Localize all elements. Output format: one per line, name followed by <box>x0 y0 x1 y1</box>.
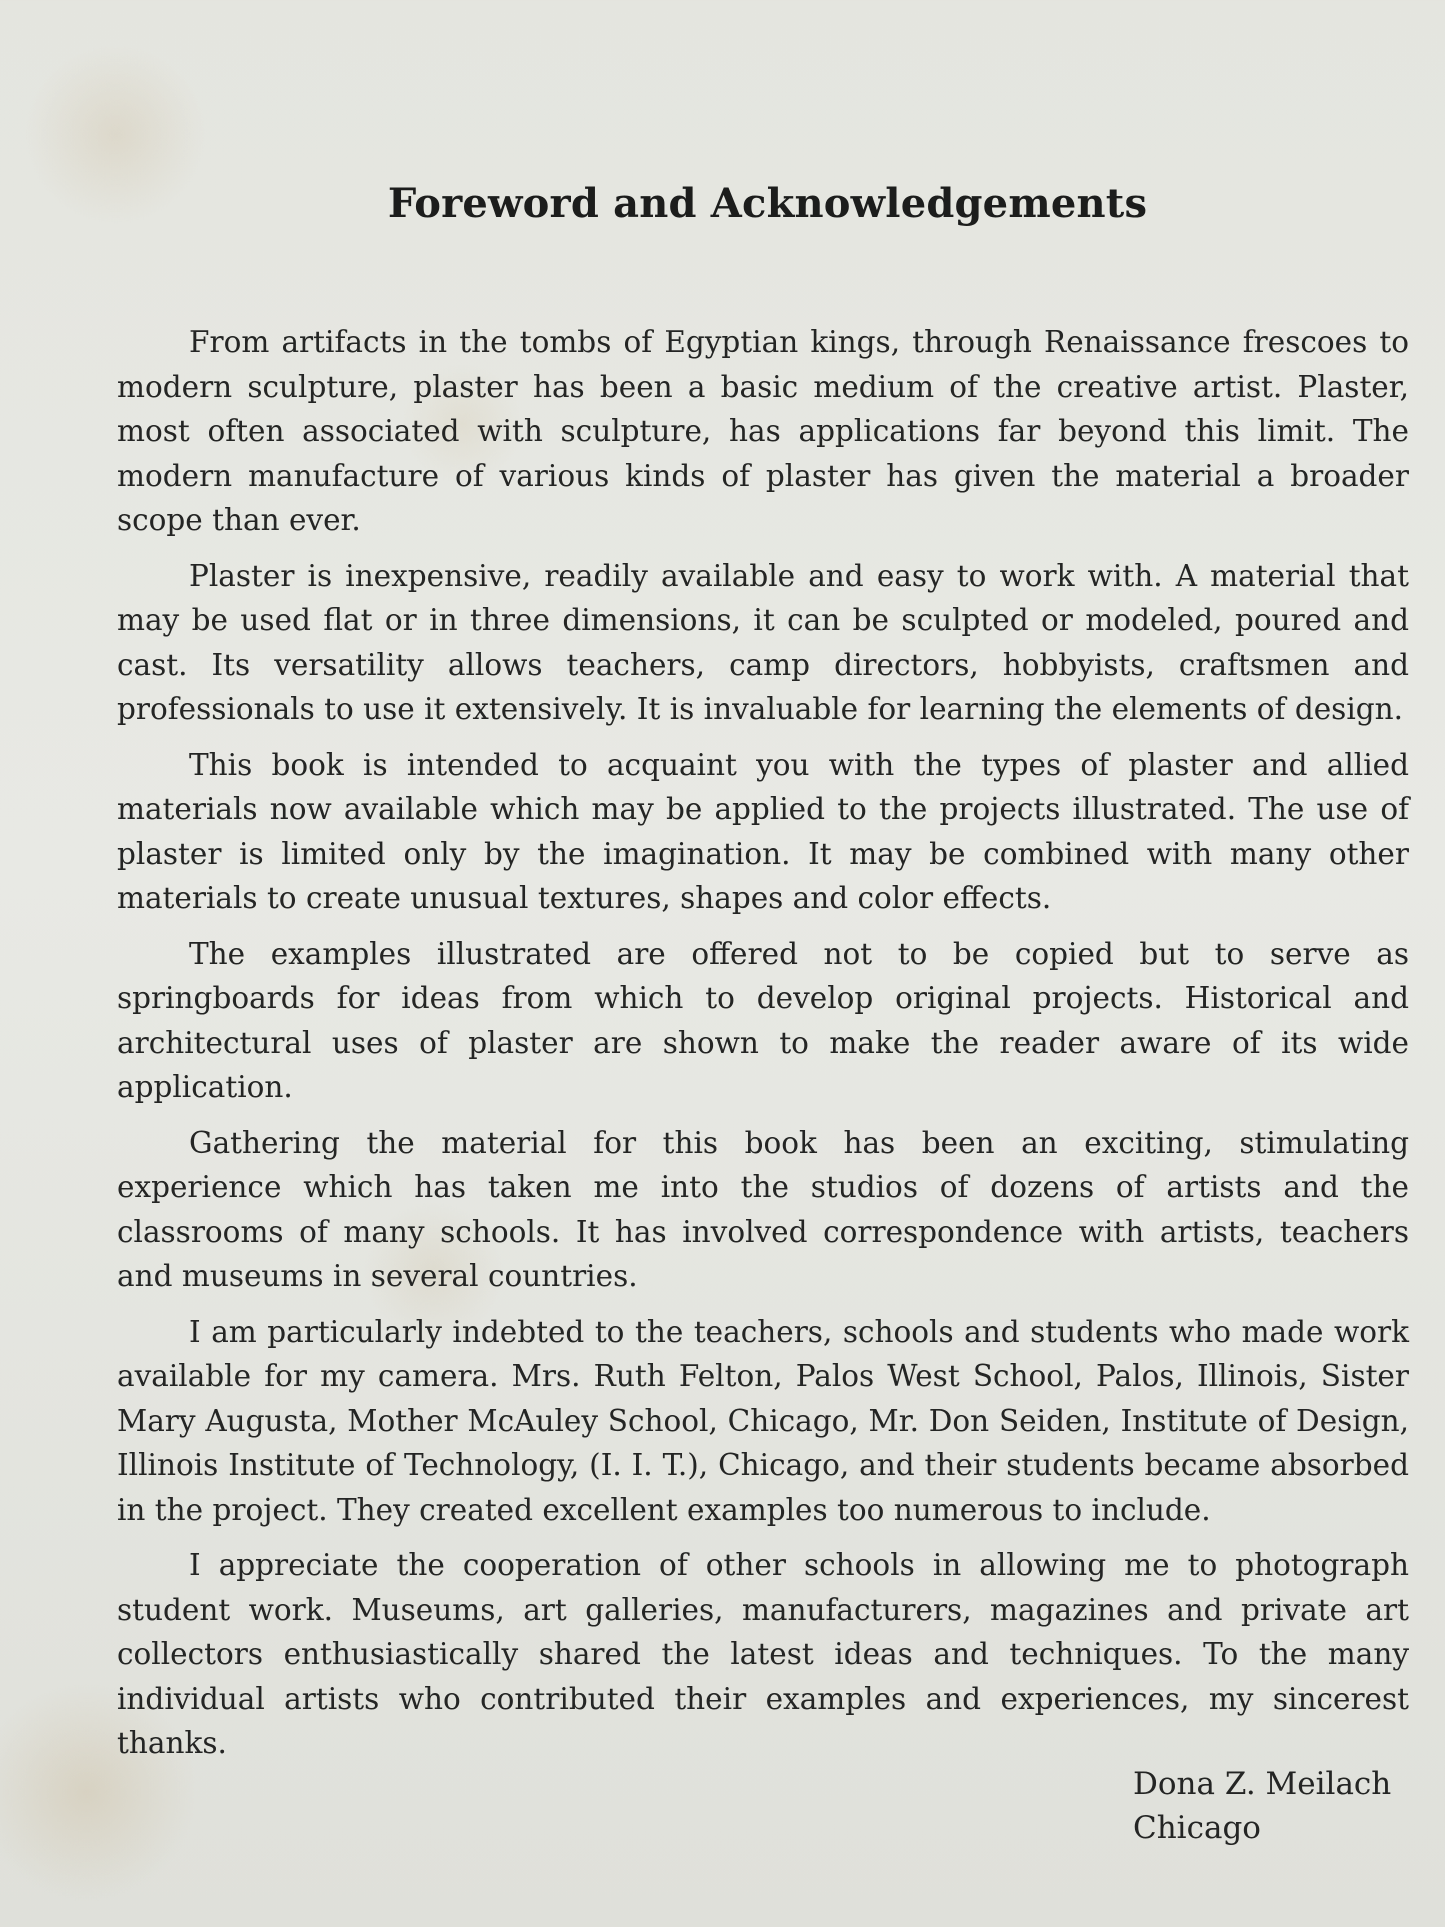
author-location: Chicago <box>1133 1810 1261 1846</box>
signature-block <box>1133 1762 1391 1850</box>
author-name: Dona Z. Meilach <box>1133 1766 1392 1802</box>
paragraph-3: This book is intended to acquaint you with the types of plaster and allied materials now available which may be applied to the projects illustrated. The use of plaster is limited only by the imagination. It may be combined with many other materials to create unusual textures, shapes and color effects. <box>117 747 1409 915</box>
paragraph-4: The examples illustrated are offered not to be copied but to serve as springboards for ideas from which to develop original projects. Historical and architectural uses of plaster are shown to make the reader aware of its wide application. <box>117 936 1409 1104</box>
paragraph-2: Plaster is inexpensive, readily available and easy to work with. A material that may be used flat or in three dimensions, it can be sculpted or modeled, poured and cast. Its versatility allows teachers, camp directors, hobbyists, craftsmen and professionals to use it extensively. It is invaluable for learning the elements of design. <box>117 558 1409 726</box>
paragraph-7: I appreciate the cooperation of other schools in allowing me to photograph student work. Museums, art galleries, manufacturers, magazines and private art collectors enthusiastically shared the latest ideas and techniques. To the many individual artists who contributed their examples and experiences, my sincerest thanks. <box>117 1548 1409 1760</box>
paragraph-5: Gathering the material for this book has been an exciting, stimulating experience which has taken me into the studios of dozens of artists and the classrooms of many schools. It has involved correspondence with artists, teachers and museums in several countries. <box>117 1125 1409 1293</box>
page-title: Foreword and Acknowledgements <box>387 180 1148 227</box>
foreword-body <box>117 320 1409 1777</box>
paragraph-1: From artifacts in the tombs of Egyptian kings, through Renaissance frescoes to modern sculpture, plaster has been a basic medium of the creative artist. Plaster, most often associated with sculpture, has applications far beyond this limit. The modern manufacture of various kinds of plaster has given the material a broader scope than ever. <box>117 325 1409 537</box>
paragraph-6: I am particularly indebted to the teachers, schools and students who made work available for my camera. Mrs. Ruth Felton, Palos West School, Palos, Illinois, Sister Mary Augusta, Mother McAuley School, Chicago, Mr. Don Seiden, Institute of Design, Illinois Institute of Technology, (I. I. T.), Chicago, and their students became absorbed in the project. They created excellent examples too numerous to include. <box>117 1314 1409 1527</box>
